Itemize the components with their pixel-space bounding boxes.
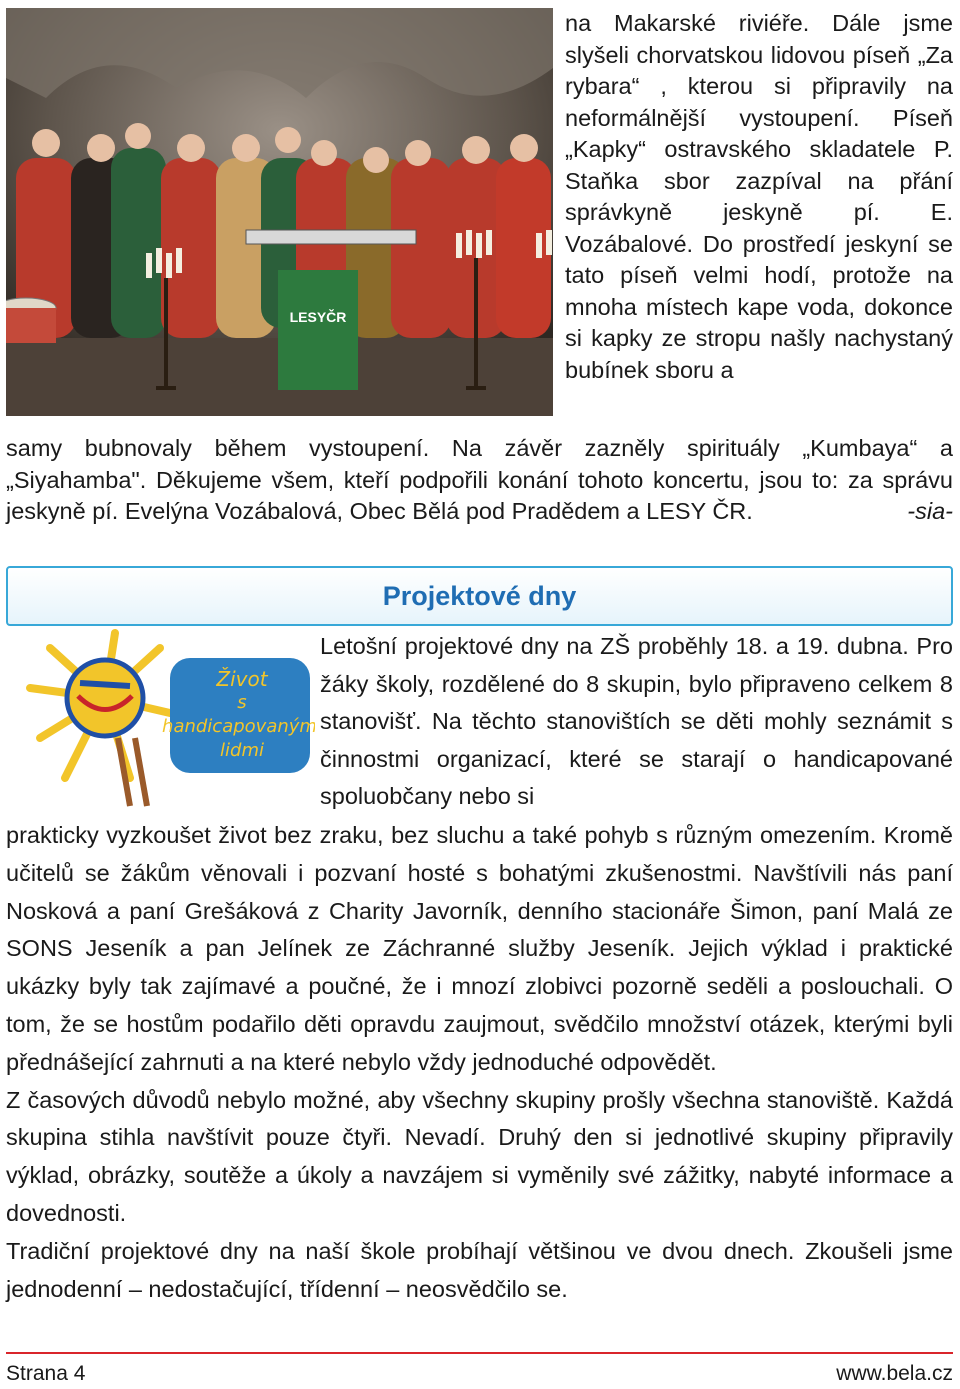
paragraph-2: Z časových důvodů nebylo možné, aby všechny skupiny prošly všechna stanoviště. Každá skupina stihla navštívit pouze čtyři. Nevadí. Druhý den si jednotlivé skupiny připravily výklad, obrázky, soutěže a úkoly a navzájem si vyměnily své zážitky, nabyté informace a dovednosti. (6, 1086, 953, 1226)
footer-divider (6, 1352, 953, 1354)
section-heading: Projektové dny (382, 580, 577, 611)
article1-full-text: samy bubnovaly během vystoupení. Na závěr zazněly spirituály „Kumbaya“ a „Siyahamba". Děkujeme všem, kteří podpořili konání tohoto koncertu, jsou to: za správu jeskyně pí. Evelýna Vozábalová, Obec Bělá pod Pradědem a LESY ČR. (6, 435, 953, 524)
website-link[interactable]: www.bela.cz (836, 1362, 953, 1385)
section-heading-box (6, 566, 953, 626)
page-number: Strana 4 (6, 1362, 86, 1385)
logo-word-4: lidmi (220, 740, 264, 761)
logo-word-2: s (237, 692, 247, 713)
article1-continuation (6, 433, 953, 528)
choir-photo (6, 8, 553, 416)
logo-word-1: Život (216, 667, 268, 691)
lesy-sign-text: LESYČR (289, 309, 347, 325)
section-intro-text: Letošní projektové dny na ZŠ proběhly 18. a 19. dubna. Pro žáky školy, rozdělené do 8 skupin, bylo připraveno celkem 8 stanovišť. Na těchto stanovištích se děti mohly seznámit s činnostmi organizací, které se starají o handicapované spoluobčany nebo si (320, 633, 953, 809)
article1-signature: -sia- (907, 498, 953, 524)
article1-right-text: na Makarské riviéře. Dále jsme slyšeli chorvatskou lidovou píseň „Za rybara“ , kterou si připravily na neformálnější vystoupení. Píseň „Kapky“ ostravského skladatele P. Staňka sbor zazpíval na přání správkyně jeskyně pí. E. Vozábalové. Do prostředí jeskyní se tato píseň velmi hodí, protože na mnoha místech kape voda, dokonce si kapky ze stropu našly nachystaný bubínek sboru a (565, 10, 953, 383)
handicap-logo (20, 628, 315, 813)
section-body (6, 817, 953, 1308)
logo-word-3: handicapovanými (162, 716, 315, 737)
paragraph-3: Tradiční projektové dny na naší škole probíhají většinou ve dvou dnech. Zkoušeli jsme jednodenní – nedostačující, třídenní – neosvědčilo se. (6, 1237, 953, 1302)
paragraph-1: prakticky vyzkoušet život bez zraku, bez sluchu a také pohyb s různým omezením. Kromě učitelů se žákům věnovali i pozvaní hosté s bohatými zkušenostmi. Navštívili nás paní Nosková a paní Grešáková z Charity Javorník, denního stacionáře Šimon, paní Malá ze SONS Jeseník a pan Jelínek ze Záchranné služby Jeseník. Jejich výklad i praktické ukázky byly tak zajímavé a poučné, že i mnozí zlobivci pozorně seděli a poslouchali. O tom, že se hostům podařilo děti opravdu zaujmout, svědčilo množství otázek, kterými byli přednášející zahrnuti a na které nebylo vždy jednoduché odpovědět. (6, 822, 953, 1075)
